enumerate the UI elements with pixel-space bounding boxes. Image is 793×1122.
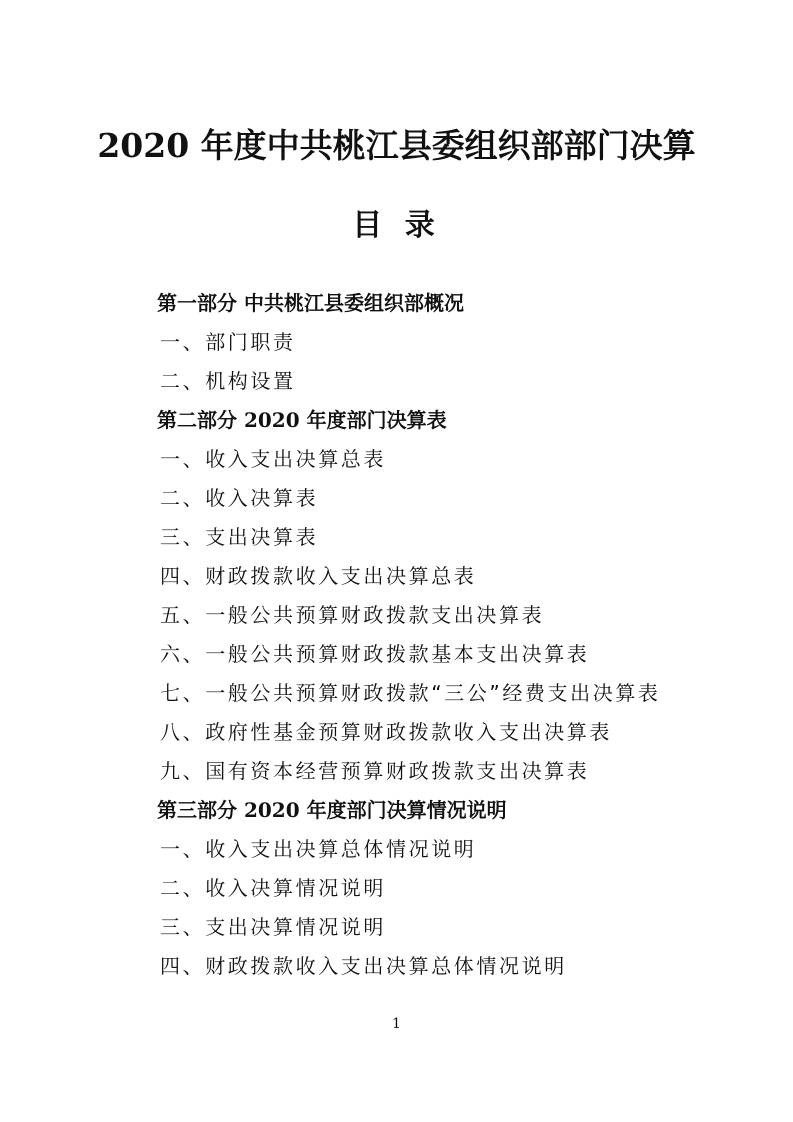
toc-item[interactable]: 二、机构设置: [160, 369, 296, 393]
toc-item[interactable]: 一、收入支出决算总体情况说明: [160, 837, 477, 861]
toc-section-part-one[interactable]: 第一部分 中共桃江县委组织部概况: [157, 291, 464, 315]
toc-item[interactable]: 二、收入决算表: [160, 486, 319, 510]
page-number: 1: [392, 1016, 401, 1032]
toc-item[interactable]: 七、一般公共预算财政拨款“三公”经费支出决算表: [160, 681, 661, 705]
toc-item[interactable]: 四、财政拨款收入支出决算总表: [160, 564, 477, 588]
toc-item[interactable]: 一、收入支出决算总表: [160, 447, 386, 471]
toc-item[interactable]: 八、政府性基金预算财政拨款收入支出决算表: [160, 720, 612, 744]
toc-item[interactable]: 六、一般公共预算财政拨款基本支出决算表: [160, 642, 590, 666]
toc-item[interactable]: 四、财政拨款收入支出决算总体情况说明: [160, 954, 567, 978]
toc-heading: 目 录: [352, 208, 441, 243]
table-of-contents: [0, 284, 793, 986]
toc-item[interactable]: 一、部门职责: [160, 330, 296, 354]
toc-item[interactable]: 二、收入决算情况说明: [160, 876, 386, 900]
document-title: 2020 年度中共桃江县委组织部部门决算: [97, 126, 696, 165]
toc-item[interactable]: 九、国有资本经营预算财政拨款支出决算表: [160, 759, 590, 783]
toc-item[interactable]: 三、支出决算表: [160, 525, 319, 549]
toc-section-part-three[interactable]: 第三部分 2020 年度部门决算情况说明: [157, 798, 507, 822]
toc-item[interactable]: 五、一般公共预算财政拨款支出决算表: [160, 603, 545, 627]
toc-section-part-two[interactable]: 第二部分 2020 年度部门决算表: [157, 408, 447, 432]
toc-item[interactable]: 三、支出决算情况说明: [160, 915, 386, 939]
